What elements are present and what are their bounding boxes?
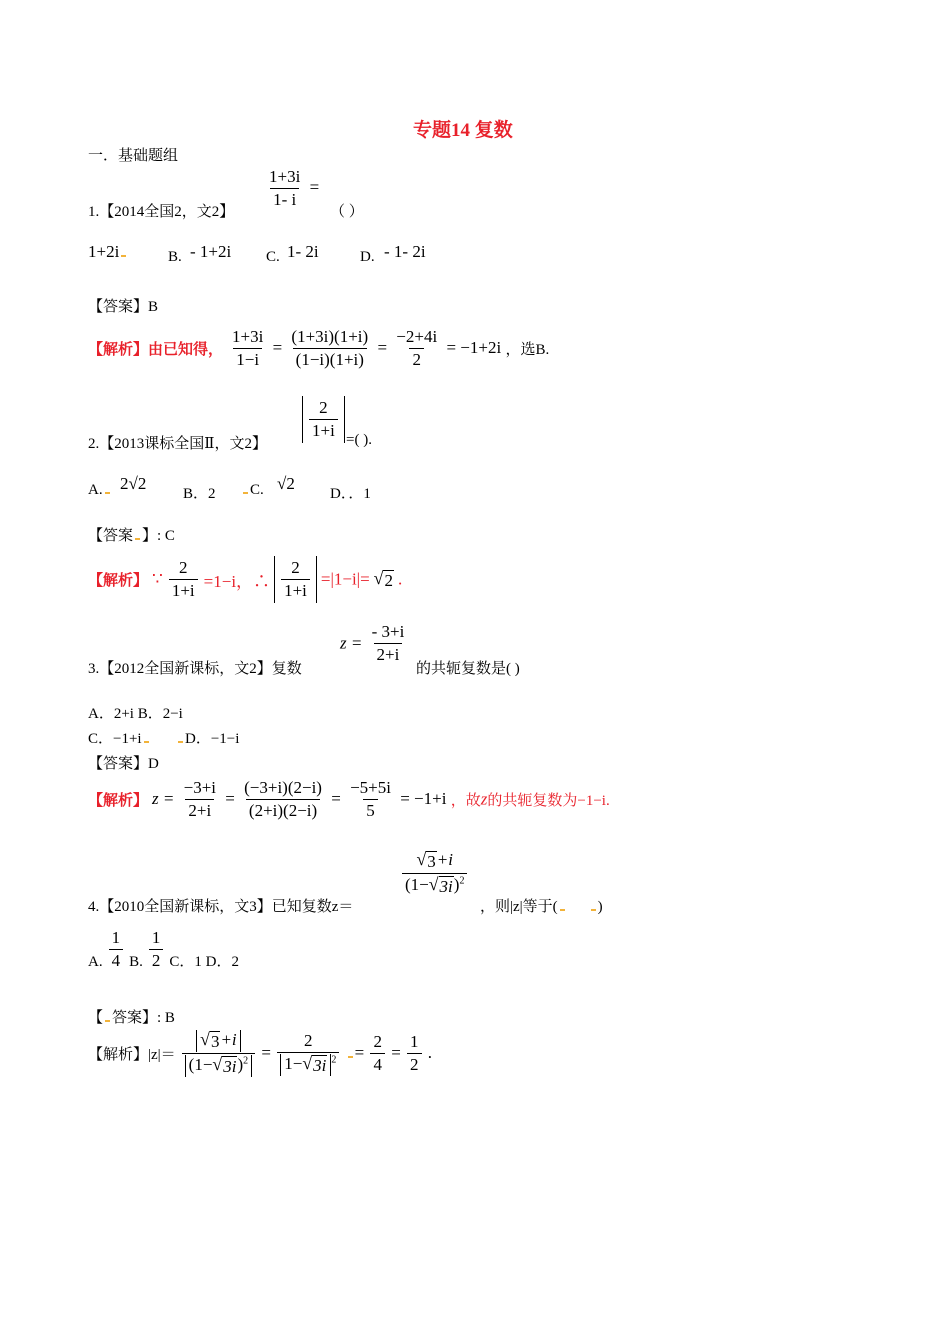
edit-mark (560, 909, 565, 911)
q3-option-d (176, 727, 239, 748)
q1-frac-num: 1+3i (269, 167, 301, 186)
q2-solution: 【解析】 ∵ $\frac{2}{1+i}$ =1−i，∴ $\frac{2}{1+i}$ =|1−i|= √ 2 . (88, 556, 402, 603)
q3-option-c (88, 727, 151, 748)
q4-sol-f4-den: 2 (407, 1053, 422, 1075)
q1-sol-frac1-num: 1+3i (232, 327, 264, 346)
q3-sol-frac3-num: −5+5i (350, 778, 391, 797)
q1-option-d-label: D. (360, 249, 375, 265)
q1-expression (264, 167, 319, 210)
q4-sol-f1-den-a: (1− (188, 1055, 213, 1075)
q3-sol-frac2-den: (2+i)(2−i) (246, 799, 320, 821)
q3-sol-result: = −1+i (400, 789, 447, 809)
q1-sol-frac3-den: 2 (409, 348, 424, 370)
q2-solution-label: 【解析】 (88, 573, 149, 590)
q4-label-text: 4.【2010全国新课标，文3】已知复数z＝ (88, 899, 354, 915)
q4-sol-f4-num: 1 (410, 1031, 419, 1051)
q4-sol-f1-den-sqrt: 3i (223, 1057, 237, 1077)
q2-frac-den: 1+i (309, 419, 338, 441)
q4-sol-f1-den-b: ) (237, 1055, 244, 1075)
q4-sol-end: . (427, 1043, 433, 1063)
q2-answer (88, 524, 175, 545)
q1-answer: 【答案】B (88, 299, 159, 315)
q2-sol-eq2: =|1−i|= (320, 569, 370, 589)
q3-tail: 的共轭复数是( ) (416, 661, 520, 677)
q3-sol-tail-a: ，故 (450, 793, 481, 810)
edit-mark (135, 538, 140, 540)
q1-option-c-value: 1- 2i (287, 242, 319, 261)
q3-sol-z: z = (152, 789, 175, 809)
q4-option-b-den: 2 (149, 949, 164, 971)
q2-sol-end: . (397, 569, 403, 589)
q4-num-sqrt: 3 (427, 852, 436, 871)
q3-frac-num: - 3+i (371, 622, 405, 641)
edit-mark (105, 492, 110, 494)
q2-answer-a: 【答案 (88, 528, 134, 544)
edit-mark (121, 255, 126, 257)
edit-mark (243, 492, 248, 494)
q4-option-a-num: 1 (111, 928, 121, 947)
q2-sol-frac1-den: 1+i (169, 579, 198, 601)
q4-answer-b: 答案】: B (112, 1010, 175, 1026)
q4-option-b-label: B. (129, 954, 143, 970)
q3-solution-label: 【解析】 (88, 793, 149, 810)
q3-sol-frac1-den: 2+i (185, 799, 214, 821)
q4-den-exp: 2 (459, 874, 465, 886)
q4-sol-f3-den: 4 (370, 1053, 385, 1075)
q1-eq: = (309, 177, 320, 197)
q4-label (88, 895, 353, 916)
q1-solution: 【解析】由已知得， $\frac{1+3i}{1-i}$ = $\frac{(1+3i)(1+i)}{(1-i)(1+i)}$ = $\frac{-2+4i}{2}$ = −1+2i ，选B. (88, 327, 550, 369)
q3-sol-tail-z: z (480, 789, 488, 809)
section-heading: 一．基础题组 (88, 148, 179, 164)
q2-option-c (241, 482, 264, 499)
q3-options-ab: A．2+i B．2−i (88, 706, 183, 722)
page-title: 专题14 复数 (413, 120, 513, 141)
q2-sol-frac2-num: 2 (291, 558, 300, 577)
q1-option-b-value: - 1+2i (190, 242, 232, 261)
q4-tail (480, 895, 603, 916)
q1-option-b-label: B. (168, 249, 182, 265)
q4-options (88, 928, 239, 971)
q4-sol-eq3: = (391, 1043, 401, 1063)
q2-sol-eq1: =1−i，∴ (203, 572, 271, 592)
q3-sol-tail-b: 的共轭复数为−1−i. (487, 793, 610, 810)
q2-frac-num: 2 (319, 398, 328, 417)
q4-tail-end: ) (597, 899, 603, 915)
q2-option-a-label: A. (88, 482, 103, 498)
q2-expression (302, 396, 345, 443)
q4-sol-f1-den-exp: 2 (243, 1055, 249, 1067)
q3-sol-frac1-num: −3+i (183, 778, 217, 797)
edit-mark (105, 1020, 110, 1022)
q2-option-d: D．．1 (330, 486, 371, 502)
q1-solution-label: 【解析】由已知得， (88, 342, 224, 359)
q3-z-eq: z = (340, 633, 363, 653)
q1-sol-result: = −1+2i (446, 338, 502, 358)
q1-paren: （ ） (330, 204, 364, 220)
q1-label: 1.【2014全国2，文2】 (88, 204, 235, 220)
q1-sol-frac3-num: −2+4i (396, 327, 438, 346)
q4-den-a: (1− (405, 874, 429, 894)
q2-option-b: B．2 (183, 486, 216, 502)
q2-answer-b: 】: C (142, 528, 175, 544)
edit-mark (144, 741, 149, 743)
q4-den-sqrt: 3i (439, 876, 453, 896)
q1-option-a-value: 1+2i (88, 242, 120, 261)
q4-sol-eq2: = (354, 1043, 365, 1063)
q3-label: 3.【2012全国新课标，文2】复数 (88, 661, 302, 677)
q2-sol-because: ∵ (152, 569, 163, 589)
q4-num-tail: +i (436, 850, 453, 869)
q4-option-a-den: 4 (109, 949, 124, 971)
q4-answer-a: 【 (88, 1010, 104, 1026)
q4-sol-f3-num: 2 (373, 1031, 382, 1051)
q1-frac-den: 1- i (270, 188, 299, 210)
q3-frac-den: 2+i (374, 643, 403, 665)
q2-option-c-label: C. (250, 482, 264, 498)
q1-sol-frac1-den: 1−i (233, 348, 262, 370)
q4-option-b-num: 1 (151, 928, 161, 947)
q2-sol-frac1-num: 2 (179, 558, 188, 577)
edit-mark (591, 909, 596, 911)
q4-sol-f1-num-tail: +i (220, 1030, 237, 1050)
q2-tail: =( ). (346, 432, 372, 448)
q4-options-cd: C．1 D．2 (169, 954, 239, 970)
q4-sol-f1-num-sqrt: 3 (210, 1032, 220, 1052)
q2-option-a (88, 482, 112, 499)
q4-sol-f2-den-a: 1− (284, 1054, 303, 1074)
q3-sol-frac3-den: 5 (363, 799, 378, 821)
q4-sol-f2-den-exp: 2 (331, 1054, 337, 1066)
q1-option-a (88, 242, 128, 262)
q4-solution-label: 【解析】|z|＝ (88, 1047, 176, 1064)
q1-option-c-label: C. (266, 249, 280, 265)
q3-answer: 【答案】D (88, 756, 159, 772)
q2-option-c-value: √2 (277, 474, 295, 493)
q4-option-a-label: A. (88, 954, 103, 970)
q4-answer (88, 1006, 175, 1027)
q2-sol-sqrt: 2 (384, 570, 393, 590)
q1-sol-frac2-den: (1−i)(1+i) (293, 348, 367, 370)
edit-mark (178, 741, 183, 743)
q1-sol-tail: ，选B. (505, 342, 550, 359)
q4-sol-f2-den-sqrt: 3i (313, 1056, 327, 1076)
q3-expression (340, 622, 409, 665)
q3-option-c-value: C．−1+i (88, 731, 142, 747)
q4-den-b: ) (453, 874, 460, 894)
q4-tail-text: ，则|z|等于( (480, 899, 558, 915)
q2-sol-frac2-den: 1+i (281, 579, 310, 601)
q2-label: 2.【2013课标全国Ⅱ，文2】 (88, 436, 267, 452)
q3-option-d-value: D．−1−i (185, 731, 240, 747)
q4-expression: √ 3 +i (1− √ 3i )$^2$ (400, 850, 469, 896)
edit-mark (348, 1056, 353, 1058)
q4-sol-f2-num: 2 (304, 1030, 313, 1050)
q3-sol-frac2-num: (−3+i)(2−i) (244, 778, 322, 797)
q1-sol-frac2-num: (1+3i)(1+i) (291, 327, 369, 346)
q4-solution: 【解析】|z|＝ √ 3 +i (1− √ 3i )$^2$ = 2 1− √ 3i $^2$ = $\frac{2}{4}$ = $\frac{1}{2}$ . (88, 1029, 433, 1077)
q1-option-d-value: - 1- 2i (384, 242, 426, 261)
q4-sol-eq1: = (261, 1043, 271, 1063)
q3-solution: 【解析】 z = $\frac{-3+i}{2+i}$ = $\frac{(-3+i)(2-i)}{(2+i)(2-i)}$ = $\frac{-5+5i}{5}$ = −1+i ，故z的共轭复数为−1−i. (88, 778, 610, 820)
q2-option-a-value: 2√2 (120, 474, 147, 493)
